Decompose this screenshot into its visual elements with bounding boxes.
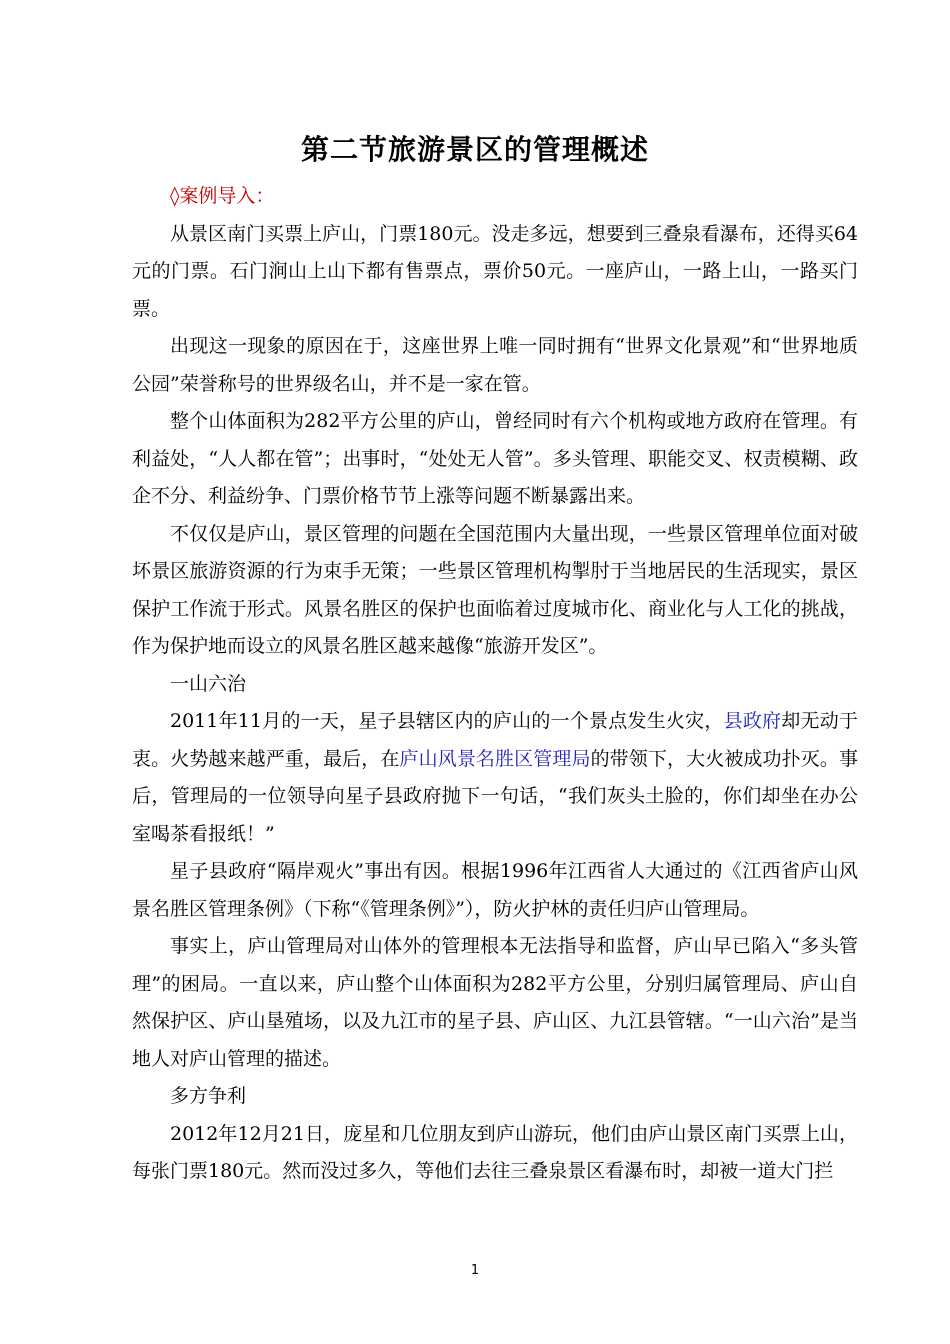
lushan-administration-link[interactable]: 庐山风景名胜区管理局 bbox=[399, 747, 591, 770]
paragraph-5-text-c: 的带领下，大火被成功扑灭。事后，管理局的一位领导向星子县政府抛下一句话，“我们灰头土脸的，你们却坐在办公室喝茶看报纸！” bbox=[132, 747, 858, 845]
paragraph-8: 2012年12月21日，庞星和几位朋友到庐山游玩，他们由庐山景区南门买票上山，每张门票180元。然而没过多久，等他们去往三叠泉景区看瀑布时，却被一道大门拦 bbox=[132, 1122, 858, 1182]
paragraph-5 bbox=[132, 703, 858, 853]
county-government-link[interactable]: 县政府 bbox=[723, 710, 782, 732]
paragraph-3: 整个山体面积为282平方公里的庐山，曾经同时有六个机构或地方政府在管理。有利益处，“人人都在管”；出事时，“处处无人管”。多头管理、职能交叉、权责模糊、政企不分、利益纷争、门票价格节节上涨等问题不断暴露出来。 bbox=[132, 410, 858, 507]
document-body bbox=[132, 178, 858, 1191]
paragraph-4: 不仅仅是庐山，景区管理的问题在全国范围内大量出现，一些景区管理单位面对破坏景区旅游资源的行为束手无策；一些景区管理机构掣肘于当地居民的生活现实，景区保护工作流于形式。风景名胜区的保护也面临着过度城市化、商业化与人工化的挑战，作为保护地而设立的风景名胜区越来越像“旅游开发区”。 bbox=[132, 522, 858, 657]
paragraph-5-text-b: 却无动于衷。火势越来越严重，最后，在 bbox=[132, 710, 858, 770]
case-intro-label: ◊案例导入： bbox=[170, 185, 275, 207]
paragraph-7: 事实上，庐山管理局对山体外的管理根本无法指导和监督，庐山早已陷入“多头管理”的困局。一直以来，庐山整个山体面积为282平方公里，分别归属管理局、庐山自然保护区、庐山垦殖场，以及九江市的星子县、庐山区、九江县管辖。“一山六治”是当地人对庐山管理的描述。 bbox=[132, 935, 858, 1070]
paragraph-6: 星子县政府“隔岸观火”事出有因。根据1996年江西省人大通过的《江西省庐山风景名胜区管理条例》（下称“《管理条例》”），防火护林的责任归庐山管理局。 bbox=[132, 860, 858, 920]
paragraph-5-text-a: 2011年11月的一天，星子县辖区内的庐山的一个景点发生火灾， bbox=[170, 710, 724, 732]
section-heading-yishan-liuzhi: 一山六治 bbox=[170, 672, 247, 695]
paragraph-1: 从景区南门买票上庐山，门票180元。没走多远，想要到三叠泉看瀑布，还得买64元的门票。石门涧山上山下都有售票点，票价50元。一座庐山，一路上山，一路买门票。 bbox=[132, 222, 858, 320]
page-number: 1 bbox=[470, 1263, 480, 1278]
page-title: 第二节旅游景区的管理概述 bbox=[300, 133, 649, 166]
section-heading-duofang-zhengli: 多方争利 bbox=[170, 1085, 247, 1107]
paragraph-2: 出现这一现象的原因在于，这座世界上唯一同时拥有“世界文化景观”和“世界地质公园”荣誉称号的世界级名山，并不是一家在管。 bbox=[132, 335, 858, 395]
